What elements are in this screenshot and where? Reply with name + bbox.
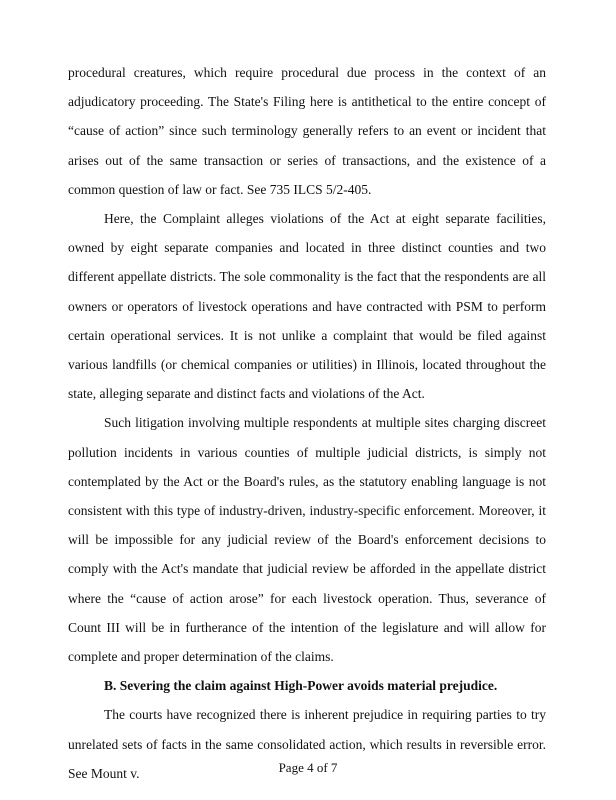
paragraph-1: procedural creatures, which require procedural due process in the context of an adjudicatory proceeding. The State's Filing here is antithetical to the entire concept of “cause of action” since such terminology generally refers to an event or incident that arises out of the same transaction or series of transactions, and the existence of a common question of law or fact. See 735 ILCS 5/2-405. (68, 65, 546, 197)
section-heading-b: B. Severing the claim against High-Power avoids material prejudice. (104, 678, 498, 694)
paragraph-4: The courts have recognized there is inherent prejudice in requiring parties to try unrelated sets of facts in the same consolidated action, which results in reversible error. See Mount v. (68, 707, 546, 781)
paragraph-2: Here, the Complaint alleges violations of the Act at eight separate facilities, owned by eight separate companies and located in three distinct counties and two different appellate districts. The sole commonality is the fact that the respondents are all owners or operators of livestock operations and have contracted with PSM to perform certain operational services. It is not unlike a complaint that would be filed against various landfills (or chemical companies or utilities) in Illinois, located throughout the state, alleging separate and distinct facts and violations of the Act. (68, 211, 546, 402)
paragraph-3: Such litigation involving multiple respondents at multiple sites charging discreet pollution incidents in various counties of multiple judicial districts, is simply not contemplated by the Act or the Board's rules, as the statutory enabling language is not consistent with this type of industry-driven, industry-specific enforcement. Moreover, it will be impossible for any judicial review of the Board's enforcement decisions to comply with the Act's mandate that judicial review be afforded in the appellate district where the “cause of action arose” for each livestock operation. Thus, severance of Count III will be in furtherance of the intention of the legislature and will allow for complete and proper determination of the claims. (68, 415, 546, 665)
page-number-footer: Page 4 of 7 (278, 760, 338, 775)
document-body (68, 58, 546, 788)
